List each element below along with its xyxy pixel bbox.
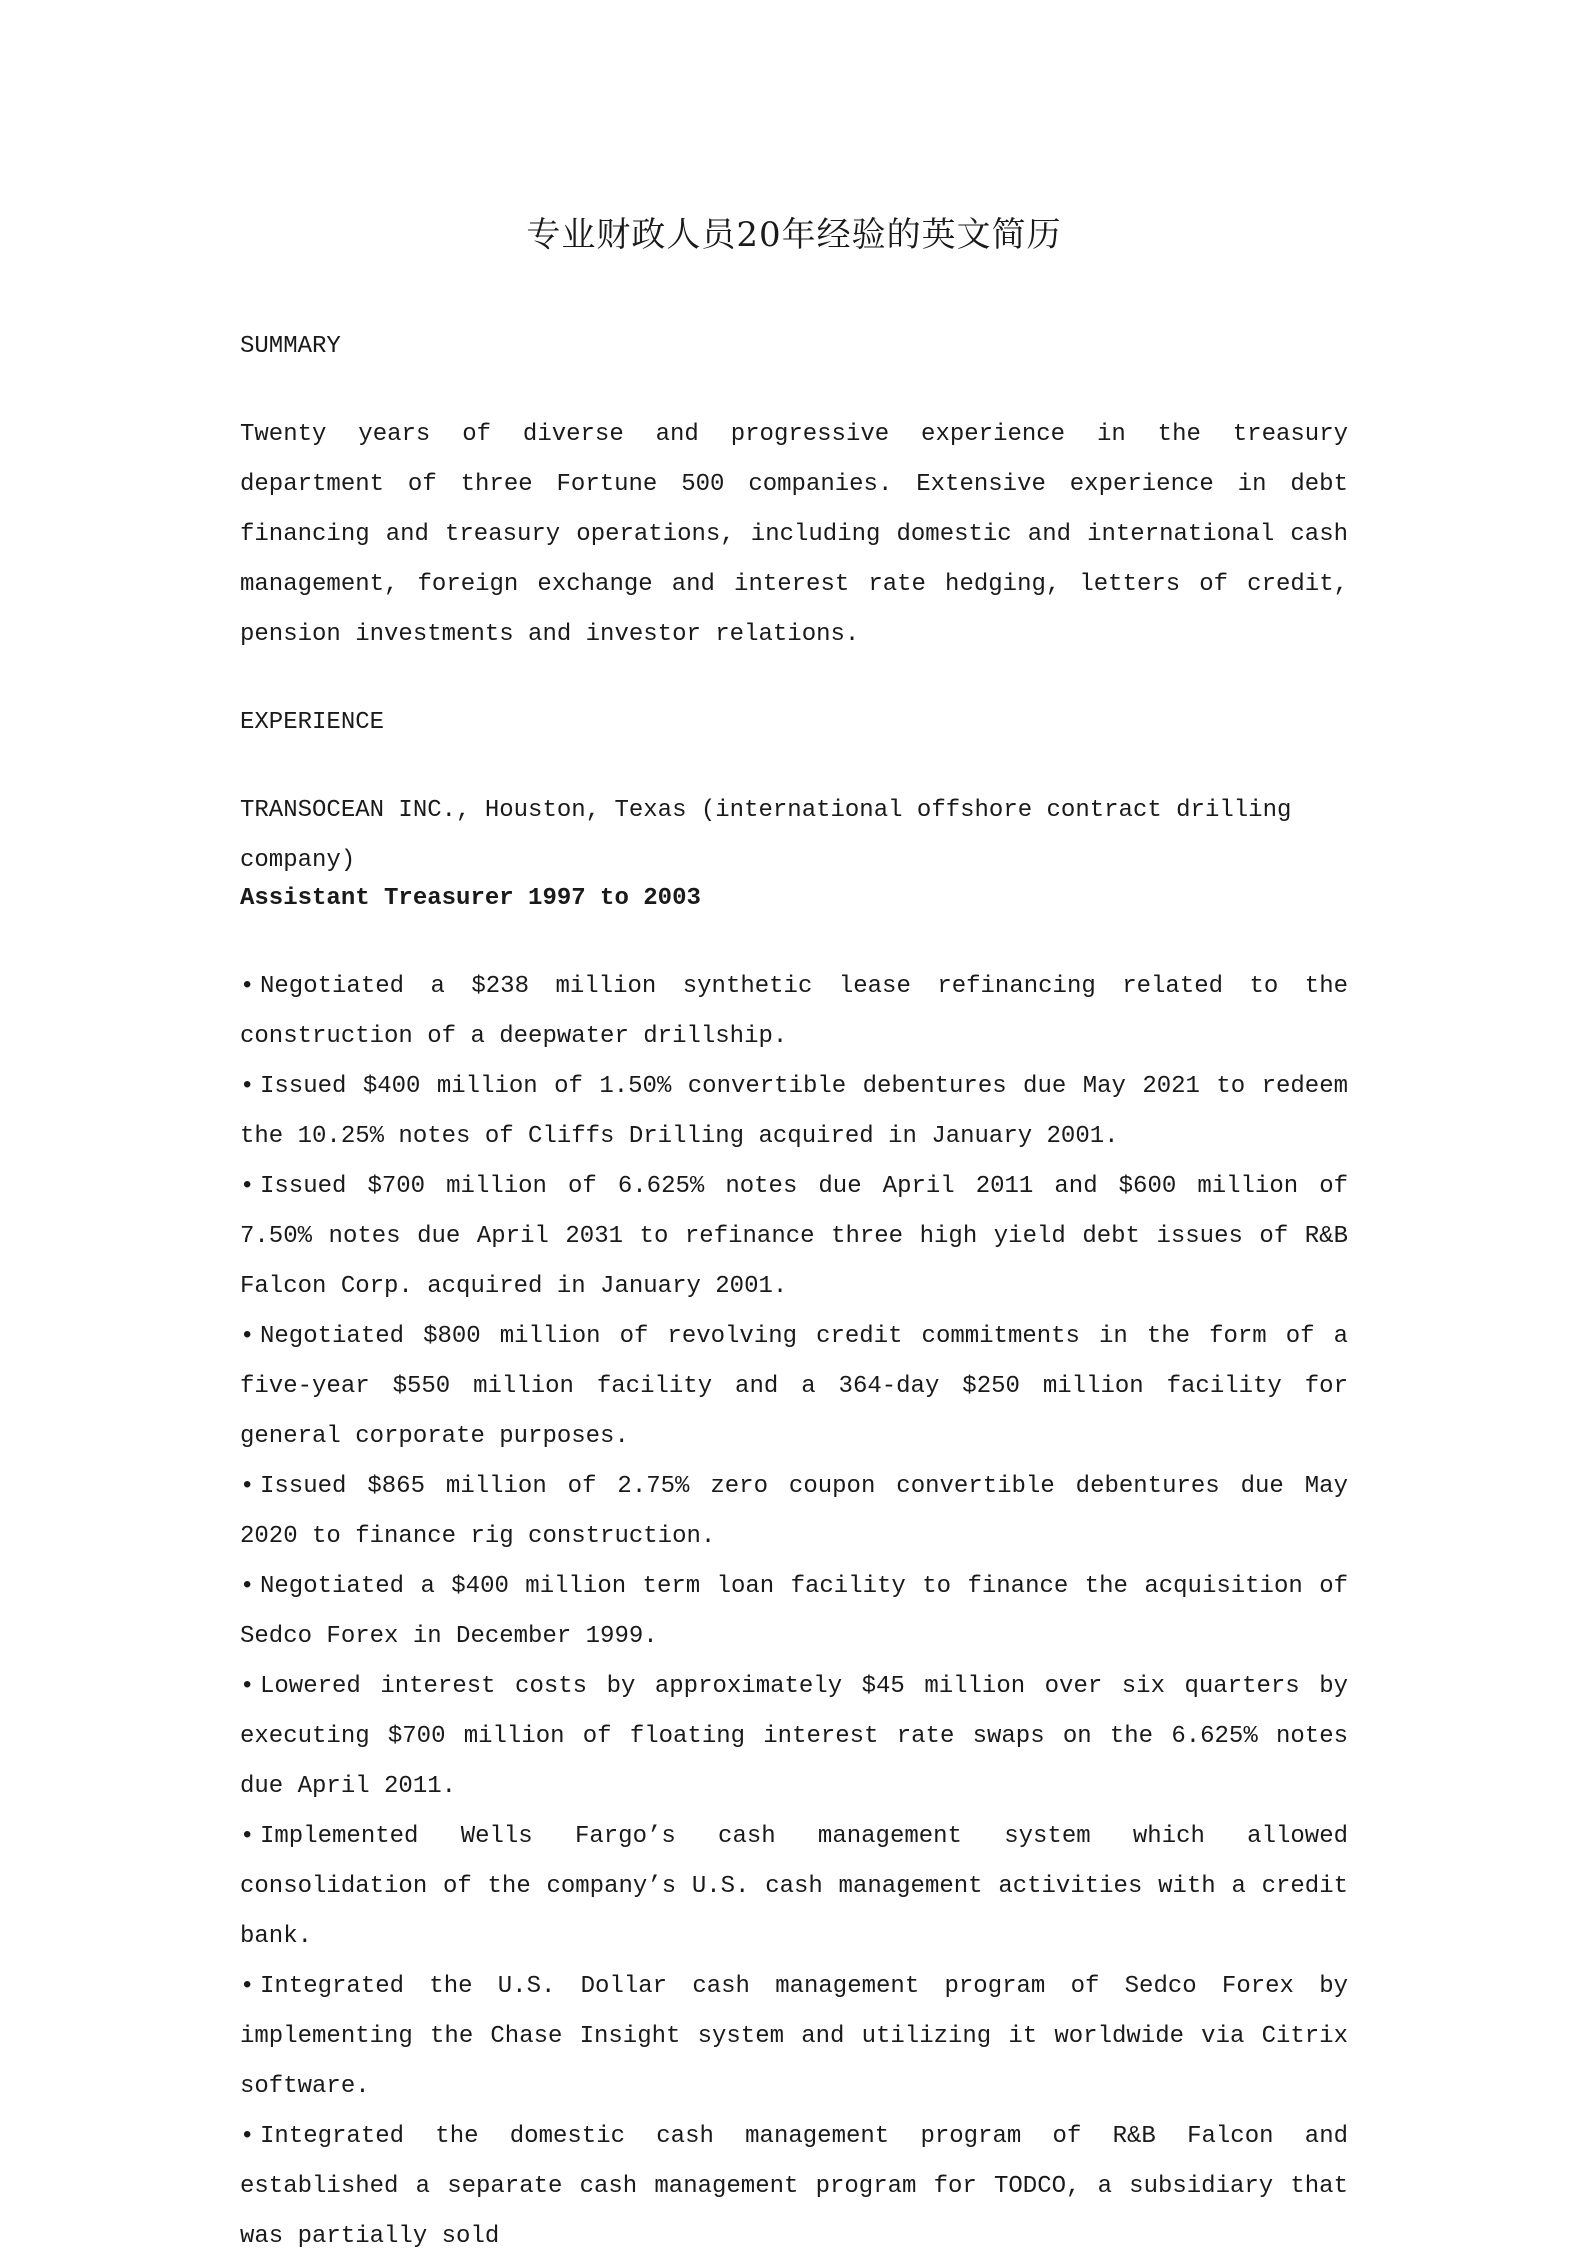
bullet-icon: • xyxy=(240,1573,255,1600)
list-item xyxy=(240,1812,1348,1962)
bullet-icon: • xyxy=(240,1973,255,2000)
summary-heading: SUMMARY xyxy=(240,333,341,360)
bullet-text: Issued $865 million of 2.75% zero coupon convertible debentures due May 2020 to finance rig construction. xyxy=(240,1473,1348,1550)
employer-line: TRANSOCEAN INC., Houston, Texas (international offshore contract drilling company) xyxy=(240,797,1292,874)
list-item xyxy=(240,1312,1348,1462)
bullet-icon: • xyxy=(240,1673,255,1700)
bullet-text: Negotiated a $400 million term loan facility to finance the acquisition of Sedco Forex in December 1999. xyxy=(240,1573,1348,1650)
list-item xyxy=(240,1162,1348,1312)
bullet-text: Integrated the U.S. Dollar cash management program of Sedco Forex by implementing the Chase Insight system and utilizing it worldwide via Citrix software. xyxy=(240,1973,1348,2100)
bullet-icon: • xyxy=(240,1073,255,1100)
bullet-text: Negotiated $800 million of revolving credit commitments in the form of a five-year $550 million facility and a 364-day $250 million facility for general corporate purposes. xyxy=(240,1323,1348,1450)
list-item xyxy=(240,1662,1348,1812)
bullet-icon: • xyxy=(240,1473,255,1500)
list-item xyxy=(240,1562,1348,1662)
list-item xyxy=(240,1962,1348,2112)
bullet-text: Issued $700 million of 6.625% notes due April 2011 and $600 million of 7.50% notes due April 2031 to refinance three high yield debt issues of R&B Falcon Corp. acquired in January 2001. xyxy=(240,1173,1348,1300)
bullet-text: Implemented Wells Fargo’s cash management system which allowed consolidation of the company’s U.S. cash management activities with a credit bank. xyxy=(240,1823,1348,1950)
experience-heading: EXPERIENCE xyxy=(240,709,385,736)
achievement-list xyxy=(240,962,1348,2262)
position-title: Assistant Treasurer 1997 to 2003 xyxy=(240,885,701,912)
list-item xyxy=(240,1462,1348,1562)
bullet-icon: • xyxy=(240,1823,255,1850)
bullet-text: Lowered interest costs by approximately $45 million over six quarters by executing $700 million of floating interest rate swaps on the 6.625% notes due April 2011. xyxy=(240,1673,1348,1800)
bullet-icon: • xyxy=(240,1323,255,1350)
bullet-icon: • xyxy=(240,1173,255,1200)
resume-page xyxy=(240,200,1348,2262)
list-item xyxy=(240,1062,1348,1162)
document-title: 专业财政人员20年经验的英文简历 xyxy=(526,215,1062,255)
bullet-icon: • xyxy=(240,2123,255,2150)
bullet-text: Issued $400 million of 1.50% convertible debentures due May 2021 to redeem the 10.25% notes of Cliffs Drilling acquired in January 2001. xyxy=(240,1073,1348,1150)
bullet-text: Negotiated a $238 million synthetic lease refinancing related to the construction of a deepwater drillship. xyxy=(240,973,1348,1050)
list-item xyxy=(240,962,1348,1062)
summary-text: Twenty years of diverse and progressive experience in the treasury department of three Fortune 500 companies. Extensive experience in debt financing and treasury operations, including domestic and international cash management, foreign exchange and interest rate hedging, letters of credit, pension investments and investor relations. xyxy=(240,421,1348,648)
bullet-icon: • xyxy=(240,973,255,1000)
bullet-text: Integrated the domestic cash management program of R&B Falcon and established a separate cash management program for TODCO, a subsidiary that was partially sold xyxy=(240,2123,1348,2250)
